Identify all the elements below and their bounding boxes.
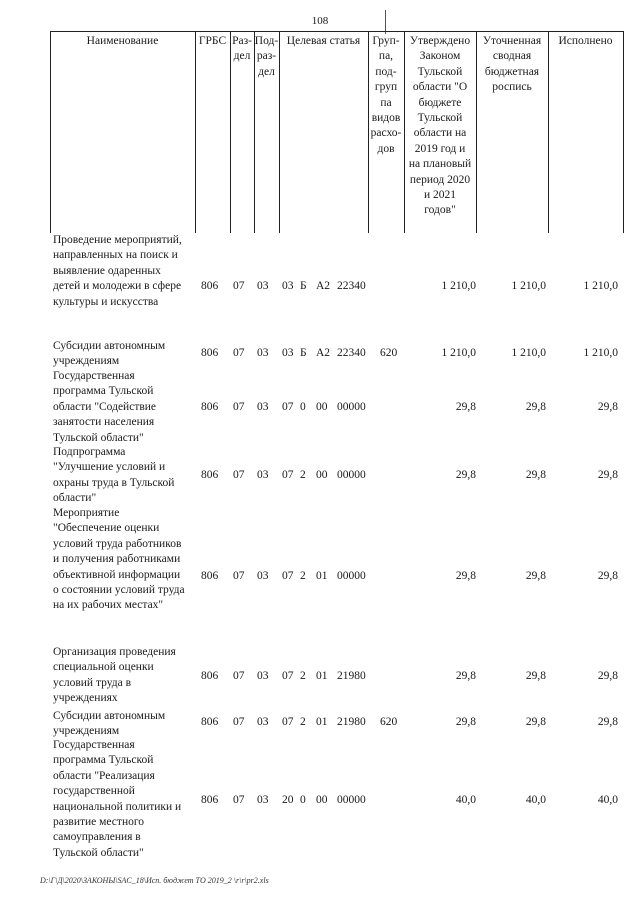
table-row: [0, 645, 640, 709]
row-target-2: 0: [300, 401, 306, 413]
row-razdel: 07: [233, 794, 245, 806]
row-name: Проведение мероприятий, направленных на поиск и выявление одаренных детей и молодежи в сфере культуры и искусства: [53, 234, 182, 308]
row-expense-type: 620: [380, 347, 398, 359]
header-expense-type: Груп- па, под- груп па видов расхо- дов: [370, 35, 402, 155]
row-executed: 1 210,0: [583, 280, 618, 292]
header-approved: Утверждено Законом Тульской области "О бюджете Тульской области на 2019 год и на плановый период 2020 и 2021 годов": [408, 35, 472, 217]
row-target-2: 2: [300, 570, 306, 582]
row-name: Государственная программа Тульской области "Содействие занятости населения Тульской области": [53, 370, 157, 444]
row-razdel: 07: [233, 570, 245, 582]
row-target-1: 07: [282, 670, 294, 682]
row-grbs: 806: [201, 794, 219, 806]
table-row: [0, 445, 640, 509]
row-name: Субсидии автономным учреждениям: [53, 340, 166, 368]
row-podrazdel: 03: [257, 469, 269, 481]
row-grbs: 806: [201, 670, 219, 682]
row-target-2: 0: [300, 794, 306, 806]
row-razdel: 07: [233, 670, 245, 682]
row-grbs: 806: [201, 280, 219, 292]
row-podrazdel: 03: [257, 347, 269, 359]
row-target-1: 07: [282, 716, 294, 728]
row-approved: 1 210,0: [441, 347, 476, 359]
row-target-3: А2: [316, 280, 331, 292]
row-target-2: 2: [300, 716, 306, 728]
row-podrazdel: 03: [257, 280, 269, 292]
row-target-3: 00: [316, 401, 328, 413]
row-executed: 29,8: [597, 716, 618, 728]
row-grbs: 806: [201, 469, 219, 481]
row-target-4: 00000: [337, 570, 366, 582]
table-row: [0, 709, 640, 741]
row-refined: 40,0: [525, 794, 546, 806]
row-podrazdel: 03: [257, 401, 269, 413]
header-grbs: ГРБС: [198, 35, 227, 47]
row-approved: 29,8: [455, 570, 476, 582]
table-header: [50, 31, 624, 233]
row-executed: 29,8: [597, 670, 618, 682]
row-target-4: 22340: [337, 280, 366, 292]
row-target-4: 00000: [337, 794, 366, 806]
row-executed: 29,8: [597, 469, 618, 481]
table-row: [0, 738, 640, 863]
row-name: Мероприятие "Обеспечение оценки условий труда работников и получения работниками объективной информации о состоянии условий труда на их рабочих местах": [53, 507, 185, 612]
row-target-1: 07: [282, 469, 294, 481]
row-name: Подпрограмма "Улучшение условий и охраны труда в Тульской области": [53, 446, 175, 505]
row-target-4: 21980: [337, 670, 366, 682]
row-target-4: 21980: [337, 716, 366, 728]
row-expense-type: 620: [380, 716, 398, 728]
row-razdel: 07: [233, 469, 245, 481]
row-executed: 29,8: [597, 570, 618, 582]
table-row: [0, 506, 640, 616]
row-approved: 29,8: [455, 716, 476, 728]
header-executed: Исполнено: [558, 35, 613, 47]
row-approved: 29,8: [455, 670, 476, 682]
row-refined: 29,8: [525, 570, 546, 582]
row-executed: 1 210,0: [583, 347, 618, 359]
row-refined: 29,8: [525, 469, 546, 481]
row-grbs: 806: [201, 570, 219, 582]
header-target: Целевая статья: [286, 35, 361, 47]
row-target-2: 2: [300, 670, 306, 682]
row-refined: 1 210,0: [511, 347, 546, 359]
row-target-3: 00: [316, 794, 328, 806]
row-refined: 1 210,0: [511, 280, 546, 292]
row-razdel: 07: [233, 347, 245, 359]
row-approved: 40,0: [455, 794, 476, 806]
page-number: 108: [311, 15, 329, 27]
header-podrazdel: Под- раз- дел: [254, 35, 279, 78]
row-target-1: 07: [282, 570, 294, 582]
row-target-4: 00000: [337, 469, 366, 481]
header-refined: Уточненная сводная бюджетная роспись: [482, 35, 542, 94]
row-refined: 29,8: [525, 716, 546, 728]
row-target-3: 00: [316, 469, 328, 481]
table-row: [0, 369, 640, 449]
row-name: Государственная программа Тульской области "Реализация государственной национальной политики и развитие местного самоуправления в Тульской области": [53, 739, 182, 859]
row-grbs: 806: [201, 347, 219, 359]
row-podrazdel: 03: [257, 670, 269, 682]
row-name: Субсидии автономным учреждениям: [53, 710, 166, 738]
row-razdel: 07: [233, 280, 245, 292]
table-row: [0, 339, 640, 371]
row-executed: 40,0: [597, 794, 618, 806]
row-razdel: 07: [233, 716, 245, 728]
row-podrazdel: 03: [257, 794, 269, 806]
row-target-1: 03: [282, 280, 294, 292]
row-target-2: 2: [300, 469, 306, 481]
row-target-1: 03: [282, 347, 294, 359]
row-approved: 29,8: [455, 401, 476, 413]
row-razdel: 07: [233, 401, 245, 413]
header-razdel: Раз- дел: [232, 35, 252, 63]
row-refined: 29,8: [525, 401, 546, 413]
row-refined: 29,8: [525, 670, 546, 682]
table-row: [0, 233, 640, 313]
footer-file-path: D:\Г\Д\2020\ЗАКОНЫ\SAC_18\Исп. бюджет ТО 2019_2 \r\r\pr2.xls: [40, 876, 269, 885]
row-grbs: 806: [201, 716, 219, 728]
row-target-2: Б: [300, 347, 307, 359]
row-grbs: 806: [201, 401, 219, 413]
row-approved: 29,8: [455, 469, 476, 481]
row-podrazdel: 03: [257, 716, 269, 728]
row-name: Организация проведения специальной оценки условий труда в учреждениях: [53, 646, 176, 705]
row-target-1: 20: [282, 794, 294, 806]
row-target-3: А2: [316, 347, 331, 359]
row-target-3: 01: [316, 570, 328, 582]
row-target-3: 01: [316, 670, 328, 682]
row-target-4: 22340: [337, 347, 366, 359]
row-target-1: 07: [282, 401, 294, 413]
row-approved: 1 210,0: [441, 280, 476, 292]
row-executed: 29,8: [597, 401, 618, 413]
header-name: Наименование: [86, 35, 159, 47]
row-target-4: 00000: [337, 401, 366, 413]
row-target-2: Б: [300, 280, 307, 292]
row-podrazdel: 03: [257, 570, 269, 582]
row-target-3: 01: [316, 716, 328, 728]
